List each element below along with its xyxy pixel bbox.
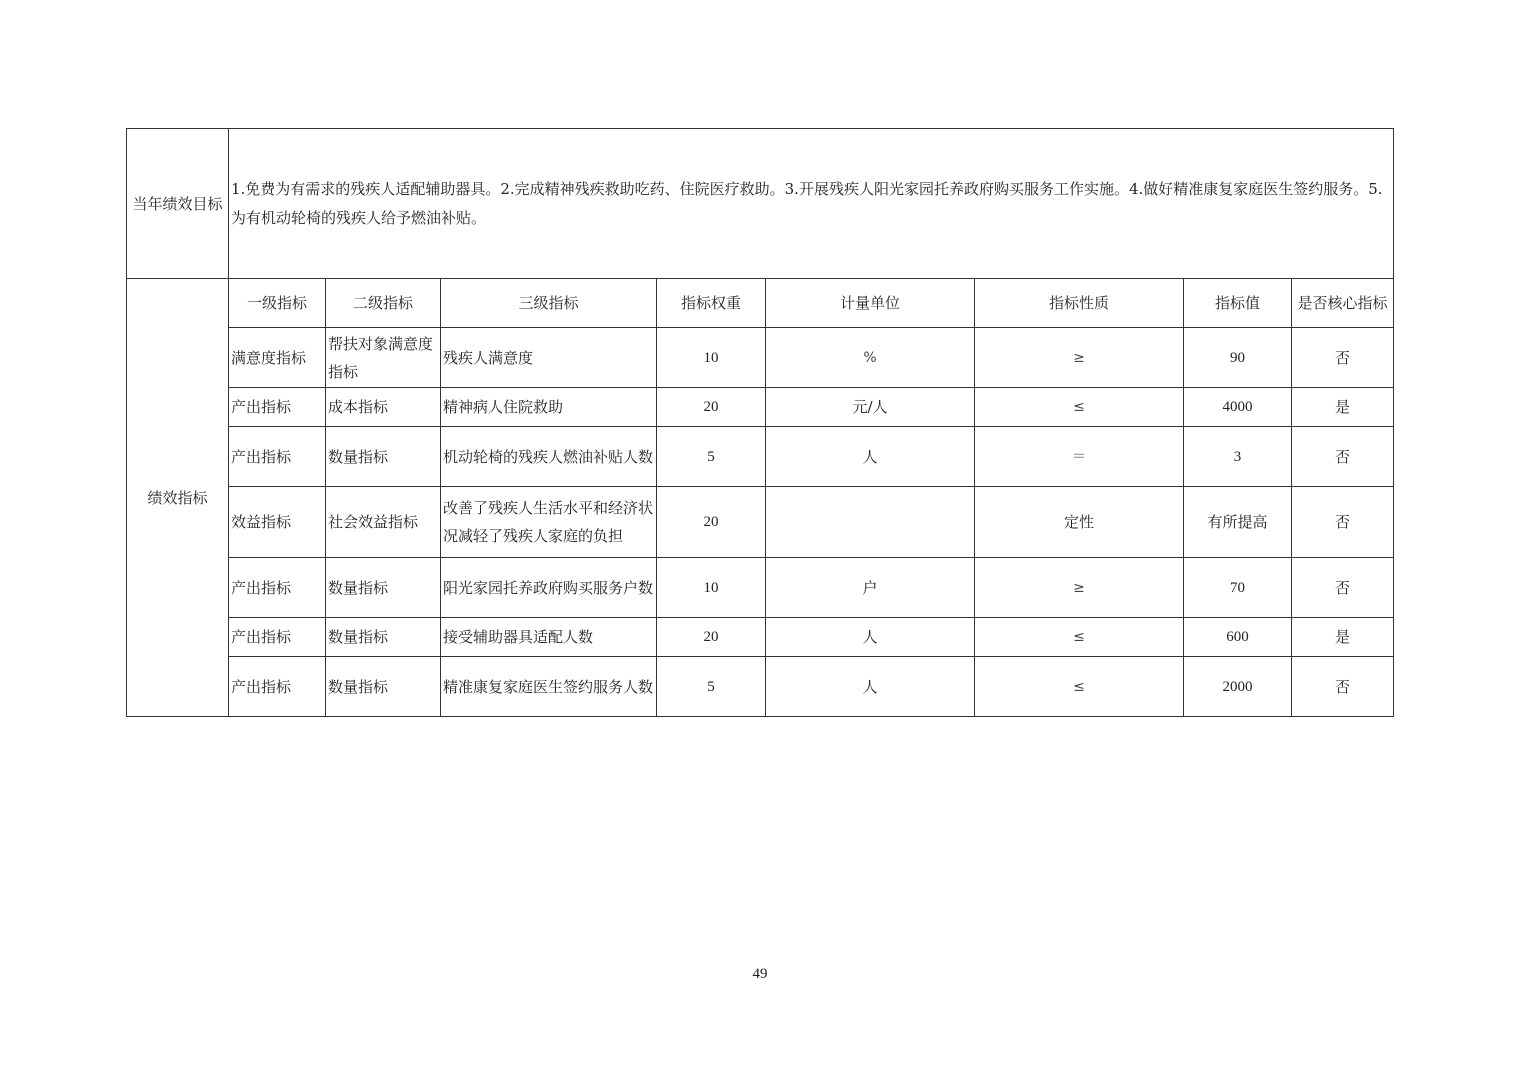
header-nature: 指标性质 [975,279,1184,328]
value-cell: 3 [1184,427,1292,487]
core-cell: 是 [1292,618,1394,657]
performance-table [126,128,1394,717]
nature-cell: ≤ [975,657,1184,717]
table-row [127,487,1394,558]
unit-cell: 元/人 [766,388,975,427]
goal-row [127,129,1394,279]
level3-cell: 改善了残疾人生活水平和经济状况减轻了残疾人家庭的负担 [441,487,657,558]
value-cell: 70 [1184,558,1292,618]
core-cell: 否 [1292,328,1394,388]
value-cell: 2000 [1184,657,1292,717]
core-cell: 否 [1292,558,1394,618]
value-cell: 有所提高 [1184,487,1292,558]
weight-cell: 20 [657,487,766,558]
header-value: 指标值 [1184,279,1292,328]
level2-cell: 数量指标 [326,558,441,618]
nature-cell: 定性 [975,487,1184,558]
core-cell: 否 [1292,427,1394,487]
header-level1: 一级指标 [229,279,326,328]
indicators-label: 绩效指标 [127,279,229,717]
level1-cell: 产出指标 [229,427,326,487]
unit-cell: 人 [766,657,975,717]
unit-cell: 户 [766,558,975,618]
level2-cell: 帮扶对象满意度指标 [326,328,441,388]
header-weight: 指标权重 [657,279,766,328]
level1-cell: 产出指标 [229,558,326,618]
level2-cell: 数量指标 [326,427,441,487]
level2-cell: 数量指标 [326,657,441,717]
value-cell: 600 [1184,618,1292,657]
value-cell: 4000 [1184,388,1292,427]
weight-cell: 5 [657,427,766,487]
nature-cell: ≤ [975,618,1184,657]
header-unit: 计量单位 [766,279,975,328]
weight-cell: 5 [657,657,766,717]
level3-cell: 接受辅助器具适配人数 [441,618,657,657]
weight-cell: 20 [657,618,766,657]
level1-cell: 产出指标 [229,388,326,427]
level1-cell: 效益指标 [229,487,326,558]
weight-cell: 10 [657,328,766,388]
nature-cell: ≥ [975,328,1184,388]
header-row [127,279,1394,328]
header-core: 是否核心指标 [1292,279,1394,328]
core-cell: 否 [1292,657,1394,717]
level3-cell: 精准康复家庭医生签约服务人数 [441,657,657,717]
goal-label: 当年绩效目标 [127,129,229,279]
level2-cell: 成本指标 [326,388,441,427]
level1-cell: 产出指标 [229,657,326,717]
table-row [127,657,1394,717]
header-level3: 三级指标 [441,279,657,328]
core-cell: 是 [1292,388,1394,427]
level1-cell: 产出指标 [229,618,326,657]
level2-cell: 社会效益指标 [326,487,441,558]
table-row [127,618,1394,657]
weight-cell: 10 [657,558,766,618]
unit-cell: % [766,328,975,388]
level3-cell: 阳光家园托养政府购买服务户数 [441,558,657,618]
table-row [127,328,1394,388]
nature-cell: ≥ [975,558,1184,618]
level3-cell: 精神病人住院救助 [441,388,657,427]
level3-cell: 机动轮椅的残疾人燃油补贴人数 [441,427,657,487]
page-number: 49 [752,966,768,982]
level1-cell: 满意度指标 [229,328,326,388]
level3-cell: 残疾人满意度 [441,328,657,388]
table-row [127,427,1394,487]
table-row [127,388,1394,427]
nature-cell: ＝ [975,427,1184,487]
core-cell: 否 [1292,487,1394,558]
unit-cell: 人 [766,618,975,657]
unit-cell [766,487,975,558]
goal-text: 1.免费为有需求的残疾人适配辅助器具。2.完成精神残疾救助吃药、住院医疗救助。3.开展残疾人阳光家园托养政府购买服务工作实施。4.做好精准康复家庭医生签约服务。5.为有机动轮椅的残疾人给予燃油补贴。 [229,129,1394,279]
weight-cell: 20 [657,388,766,427]
header-level2: 二级指标 [326,279,441,328]
level2-cell: 数量指标 [326,618,441,657]
unit-cell: 人 [766,427,975,487]
nature-cell: ≤ [975,388,1184,427]
value-cell: 90 [1184,328,1292,388]
table-row [127,558,1394,618]
